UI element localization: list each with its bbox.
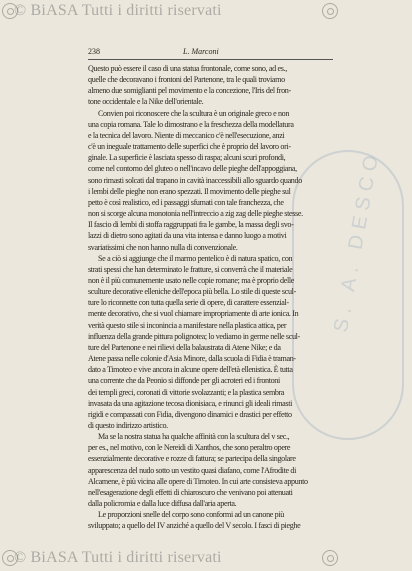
text-line: influenza della grande pittura polignotea; lo vediamo in germe nelle scul- <box>88 331 300 341</box>
text-line: i lembi delle pieghe non erano spezzati. Il movimento delle pieghe sul <box>88 186 291 196</box>
text-line: Atene passa nelle colonie d'Asia Minore, dalla scuola di Fidia è traman- <box>88 354 296 364</box>
text-line: dei templi greci, coronati di vittorie svolazzanti; e la plastica sembra <box>88 387 285 397</box>
running-head-author: L. Marconi <box>183 47 219 56</box>
biasa-seal-icon <box>322 550 338 566</box>
text-line: invasata da una agitazione tecosa dionisiaca, e rinunci gli ideali rimasti <box>88 398 293 408</box>
text-line: dalla policromia e dalla luce diffusa dall'aria aperta. <box>88 499 237 509</box>
text-line: strati spessi che han determinato le fratture, si converrà che il materiale <box>88 264 293 274</box>
text-line: e la tecnica del lavoro. Niente di meccanico c'è nell'esecuzione, anzi <box>88 130 285 140</box>
text-line: verità questo stile si inconincia a manifestare nella plastica attica, per <box>88 320 287 330</box>
text-line: quelle che decoravano i frontoni del Partenone, tra le quali troviamo <box>88 75 285 85</box>
biasa-seal-icon <box>322 3 338 19</box>
text-line: nell'esagerazione degli effetti di chiaroscuro che venivano poi attenuati <box>88 487 293 497</box>
body-text <box>88 63 338 532</box>
text-line: una corrente che da Peonio si diffonde per gli acroteri ed i frontoni <box>88 376 280 386</box>
running-head <box>88 47 333 60</box>
text-line: Il fascio di lembi di stoffa raggruppati fra le gambe, la massa degli svo- <box>88 220 294 230</box>
page-number: 238 <box>88 47 100 56</box>
text-line: ture del Partenone e nei rilievi della balaustrata di Atene Nike; e da <box>88 342 281 352</box>
text-line: apparescenza del nudo sotto un vestito quasi diafano, come l'Afrodite di <box>88 465 296 475</box>
watermark-text: © BiASA Tutti i diritti riservati <box>14 549 222 566</box>
text-line: Ma se la nostra statua ha qualche affinità con la scultura del v sec., <box>98 432 290 442</box>
text-line: almeno due somiglianti pel movimento e la concezione, l'Iris del fron- <box>88 86 291 96</box>
text-line: Alcamene, è più vicina alle opere di Timoteo. In cui arte consisteva appunto <box>88 476 308 486</box>
text-line: mente decorativo, che si vuol chiamare impropriamente di arte ionica. In <box>88 309 299 319</box>
text-line: petto è così realistico, ed i passaggi sfumati con tale franchezza, che <box>88 197 284 207</box>
text-line: svariatissimi che non hanno nulla di convenzionale. <box>88 242 238 252</box>
watermark-top <box>0 2 412 22</box>
text-line: sono rimasti solcati dal trapano in cavità inaccessibili allo sguardo quando <box>88 175 302 185</box>
text-line: ginale. La superficie è lasciata spesso di raspa; alcuni scuri profondi, <box>88 153 286 163</box>
text-line: lazzi di dietro sono agitati da una vita intensa e danno luogo a motivi <box>88 231 287 241</box>
text-line: per es., nel motivo, con le Nereidi di Xanthos, che sono peraltro opere <box>88 443 291 453</box>
text-line: rigidi e compassati con Fidia, divengono dinamici e drastici per effetto <box>88 409 292 419</box>
text-line: ture lo riconnette con tutta quella serie di opere, di carattere essenzial- <box>88 298 289 308</box>
text-line: Le proporzioni snelle del corpo sono conformi ad un canone più <box>98 510 284 520</box>
text-line: c'è un ineguale trattamento delle superfici che è proprio del lavoro ori- <box>88 142 291 152</box>
text-line: tone occidentale e la Nike dell'orientale. <box>88 97 204 107</box>
text-line: come nel contorno del gluteo o nell'incavo delle pieghe dell'appoggiana, <box>88 164 297 174</box>
text-line: sviluppato; a quello del IV anziché a quello del V secolo. I fasci di pieghe <box>88 521 301 531</box>
text-line: di questo indirizzo artistico. <box>88 421 168 430</box>
text-line: essenzialmente decorative e rozze di fattura; se partecipa della singolare <box>88 454 296 464</box>
text-line: una copia romana. Tale lo dimostrano e la freschezza della modellatura <box>88 119 294 129</box>
text-line: Se a ciò si aggiunge che il marmo pentelico è di natura spatico, con <box>98 253 293 263</box>
watermark-text: © BiASA Tutti i diritti riservati <box>14 2 222 19</box>
text-line: dato a Timoteo e vive ancora in alcune opere dell'età ellenistica. È tutta <box>88 365 293 375</box>
library-stamp-text: S. A. DESCO <box>330 147 384 334</box>
text-line: sculture decorative elleniche dell'epoca più bella. Lo stile di queste scul- <box>88 287 296 297</box>
text-line: Questo può essere il caso di una statua frontonale, come sono, ad es., <box>88 64 287 73</box>
text-line: non si scorge alcuna monotonia nell'intreccio a zig zag delle pieghe stesse. <box>88 209 303 219</box>
watermark-bottom <box>0 549 412 569</box>
text-line: Convien poi riconoscere che la scultura è un originale greco e non <box>98 108 290 118</box>
text-line: non è il più comunemente usato nelle copie romane; ma è proprio delle <box>88 275 294 285</box>
